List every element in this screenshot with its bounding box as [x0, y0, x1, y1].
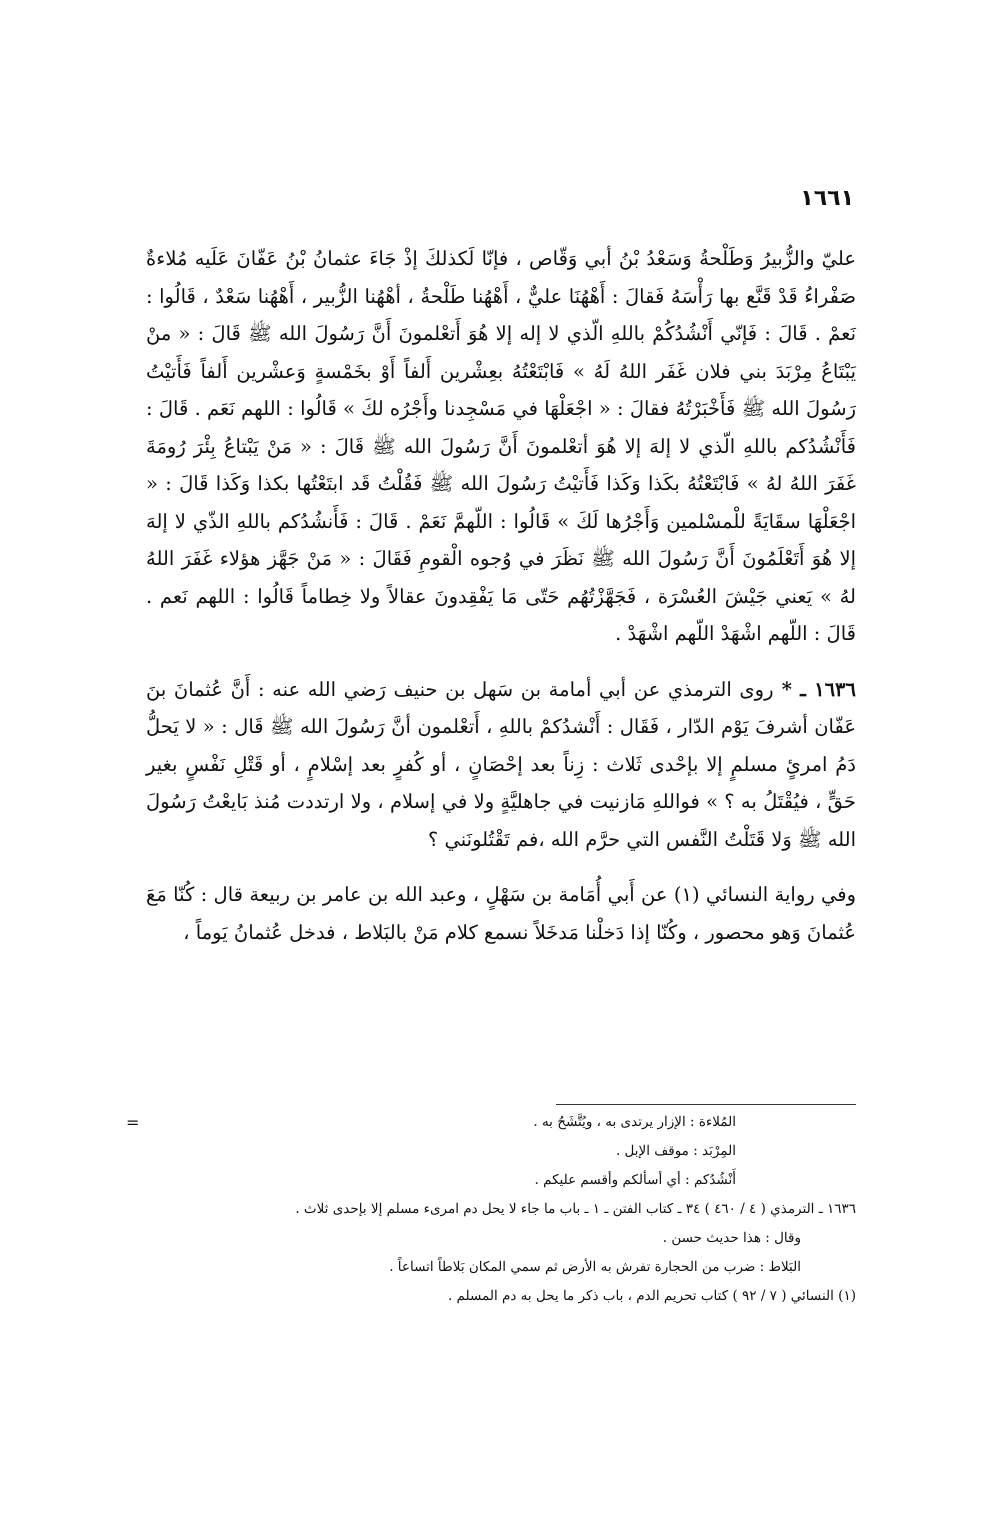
footnote-line: (١) النسائي ( ٧ / ٩٢ ) كتاب تحريم الدم ، باب ذكر ما يحل به دم المسلم .: [447, 1288, 856, 1304]
footnote-line: البَلاط : ضرب من الحجارة تفرش به الأرض ثم سمي المكان بَلاطاً اتساعاً .: [389, 1259, 801, 1275]
continuation-mark: =: [126, 1113, 140, 1132]
footnote-line: المُلاءة : الإزار يرتدى به ، ويُتَّشَحُ به .: [533, 1114, 736, 1130]
footnote-line: ١٦٣٦ ـ الترمذي ( ٤ / ٤٦٠ ) ٣٤ ـ كتاب الفتن ـ ١ ـ باب ما جاء لا يحل دم امرىء مسلم إلا بإحدى ثلاث .: [295, 1201, 856, 1217]
paragraph-hadith-1636: [146, 671, 856, 859]
page-number: ١٦٦١: [800, 186, 854, 211]
paragraph-continuation: عليّ والزُّبيرُ وَطَلْحةُ وَسَعْدُ بْنُ أبي وَقّاص ، فإنّا لَكذلكَ إذْ جَاءَ عثمانُ بْنُ عَفّانَ عَلَيه مُلاءةٌ صَفْراءُ قَدْ قَنَّع بها رَأْسَهُ فَقالَ : أَهْهُنَا عليٌّ ، أَهْهُنا طَلْحةُ ، أهْهُنا الزُّبير ، أَهْهُنا سَعْدٌ ، قَالُوا : نَعمْ . قَالَ : فَإنّي أَنْشُدُكُمْ باللهِ الّذي لا إله إلا هُوَ أَتعْلمونَ أَنَّ رَسُولَ الله ﷺ قَالَ : « منْ يَبْتَاعُ مِرْبَدَ بني فلان غَفَر اللهُ لَهُ » فَابْتَعْتُهُ بعِشْرين أَلفاً أَوْ بخَمْسةٍ وَعشْرين أَلفاً فَأَتيْتُ رَسُولَ الله ﷺ فَأَخْبَرْتُهُ فقالَ : « اجْعَلْهَا في مَسْجِدنا وأَجْرُه لكَ » قَالُوا : اللهم نَعَم . قَالَ : فَأَنْشُدُكم باللهِ الّذي لا إلهَ إلا هُوَ أتعْلمونَ أَنَّ رَسُولَ الله ﷺ قَالَ : « مَنْ يَبْتاعُ بِئْرَ رُومَةَ غَفَرَ اللهُ لهُ » فَابْتَعْتُهُ بكَذا وَكَذا فَأَتيْتُ رَسُولَ الله ﷺ فَقُلْتُ قَد ابتَعْتُها بكذا وَكَذا قَالَ : « اجْعَلْهَا سقَايَةً للْمسْلمين وَأَجْرُها لَكَ » قَالُوا : اللّهمَّ نَعَمْ . قَالَ : فَأَنشُدُكم باللهِ الذّي لا إلهَ إلا هُوَ أَتَعْلَمُونَ أَنَّ رَسُولَ الله ﷺ نَظَرَ في وُجوه الْقومِ فَقَالَ : « مَنْ جَهَّز هؤلاء غَفَرَ اللهُ لهُ » يَعني جَيْشَ العُسْرَة ، فَجَهَّزْتُهُم حَتّى مَا يَفْقِدونَ عقالاً ولا خِطاماً قَالُوا : اللهم نَعم . قَالَ : اللّهم اشْهَدْ اللّهم اشْهَدْ .: [146, 247, 856, 645]
footnotes: [126, 1108, 856, 1311]
hadith-number: ١٦٣٦ ـ *: [773, 677, 856, 701]
footnote-line: أَنْشُدُكم : أي أسألكم وأقسم عليكم .: [534, 1172, 736, 1188]
footnote-line: وقال : هذا حديث حسن .: [662, 1230, 801, 1246]
hadith-text: روى الترمذي عن أبي أمامة بن سَهل بن حنيف رَضي الله عنه : أَنَّ عُثمانَ بنَ عَفّان أشرفَ يَوْم الدّار ، فَقَال : أَنْشدُكمْ باللهِ ، أَتعْلمون أنَّ رَسُولَ الله ﷺ قَال : « لا يَحلُّ دَمُ امرئٍ مسلمٍ إلا بإحْدى ثَلاث : زِناً بعد إحْصَانٍ ، أو كُفرٍ بعد إسْلامٍ ، أو قَتْلِ نَفْسٍ بغير حَقٍّ ، فيُقْتَلُ به ؟ » فواللهِ مَازنيت في جاهليَّةٍ ولا في إسلام ، ولا ارتددت مُنذ بَايعْتُ رَسُولَ الله ﷺ وَلا قَتَلْتُ النَّفس التي حرَّم الله ،فم تَقْتُلونَني ؟: [146, 677, 856, 851]
paragraph-nasai-narration: وفي رواية النسائي (١) عن أَبي أُمَامة بن سَهْلٍ ، وعبد الله بن عامر بن ربيعة قال : كُنّا مَعَ عُثمانَ وَهو محصور ، وكُنّا إذا دَخلْنا مَدخَلاً نسمع كلام مَنْ بالبَلاط ، فدخل عُثمانُ يَوماً ،: [146, 883, 857, 944]
footnote-divider: [556, 1104, 856, 1105]
main-text: [146, 240, 856, 969]
footnote-line: المِرْبَد : موقف الإبل .: [615, 1143, 736, 1159]
